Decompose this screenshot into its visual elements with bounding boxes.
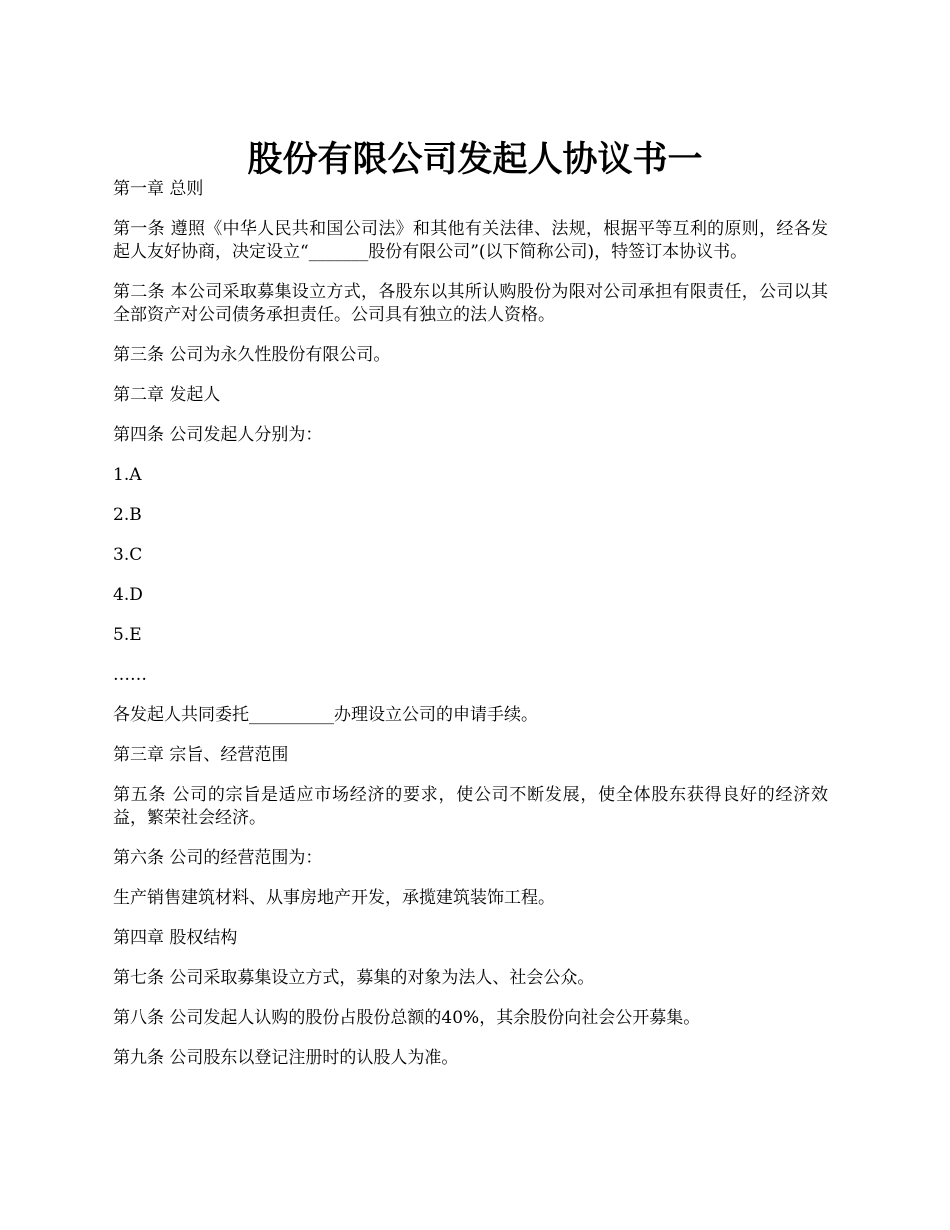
chapter-1-heading: 第一章 总则 xyxy=(113,179,204,199)
article-8: 第八条 公司发起人认购的股份占股份总额的40%，其余股份向社会公开募集。 xyxy=(113,1008,701,1028)
article-9: 第九条 公司股东以登记注册时的认股人为准。 xyxy=(113,1048,459,1068)
article-2: 第二条 本公司采取募集设立方式，各股东以其所认购股份为限对公司承担有限责任，公司以其全部资产对公司债务承担责任。公司具有独立的法人资格。 xyxy=(113,282,828,325)
article-6: 第六条 公司的经营范围为： xyxy=(113,848,323,868)
promoter-ellipsis: …… xyxy=(113,665,147,685)
promoter-item-5: 5.E xyxy=(113,625,142,645)
chapter-2-heading: 第二章 发起人 xyxy=(113,385,221,405)
promoter-item-4: 4.D xyxy=(113,585,143,605)
article-7: 第七条 公司采取募集设立方式，募集的对象为法人、社会公众。 xyxy=(113,968,595,988)
promoter-item-2: 2.B xyxy=(113,505,142,525)
entrust-clause: 各发起人共同委托__________办理设立公司的申请手续。 xyxy=(113,705,538,725)
article-4: 第四条 公司发起人分别为： xyxy=(113,425,323,445)
article-1: 第一条 遵照《中华人民共和国公司法》和其他有关法律、法规，根据平等互利的原则，经各发起人友好协商，决定设立“_______股份有限公司”(以下简称公司)，特签订本协议书。 xyxy=(113,219,828,262)
article-3: 第三条 公司为永久性股份有限公司。 xyxy=(113,345,391,365)
document-title: 股份有限公司发起人协议书一 xyxy=(247,139,703,181)
chapter-3-heading: 第三章 宗旨、经营范围 xyxy=(113,745,289,765)
document-body xyxy=(113,178,828,1087)
business-scope: 生产销售建筑材料、从事房地产开发，承揽建筑装饰工程。 xyxy=(113,888,555,908)
chapter-4-heading: 第四章 股权结构 xyxy=(113,928,238,948)
article-5: 第五条 公司的宗旨是适应市场经济的要求，使公司不断发展，使全体股东获得良好的经济效益，繁荣社会经济。 xyxy=(113,785,828,828)
promoter-item-1: 1.A xyxy=(113,465,142,485)
promoter-item-3: 3.C xyxy=(113,545,143,565)
